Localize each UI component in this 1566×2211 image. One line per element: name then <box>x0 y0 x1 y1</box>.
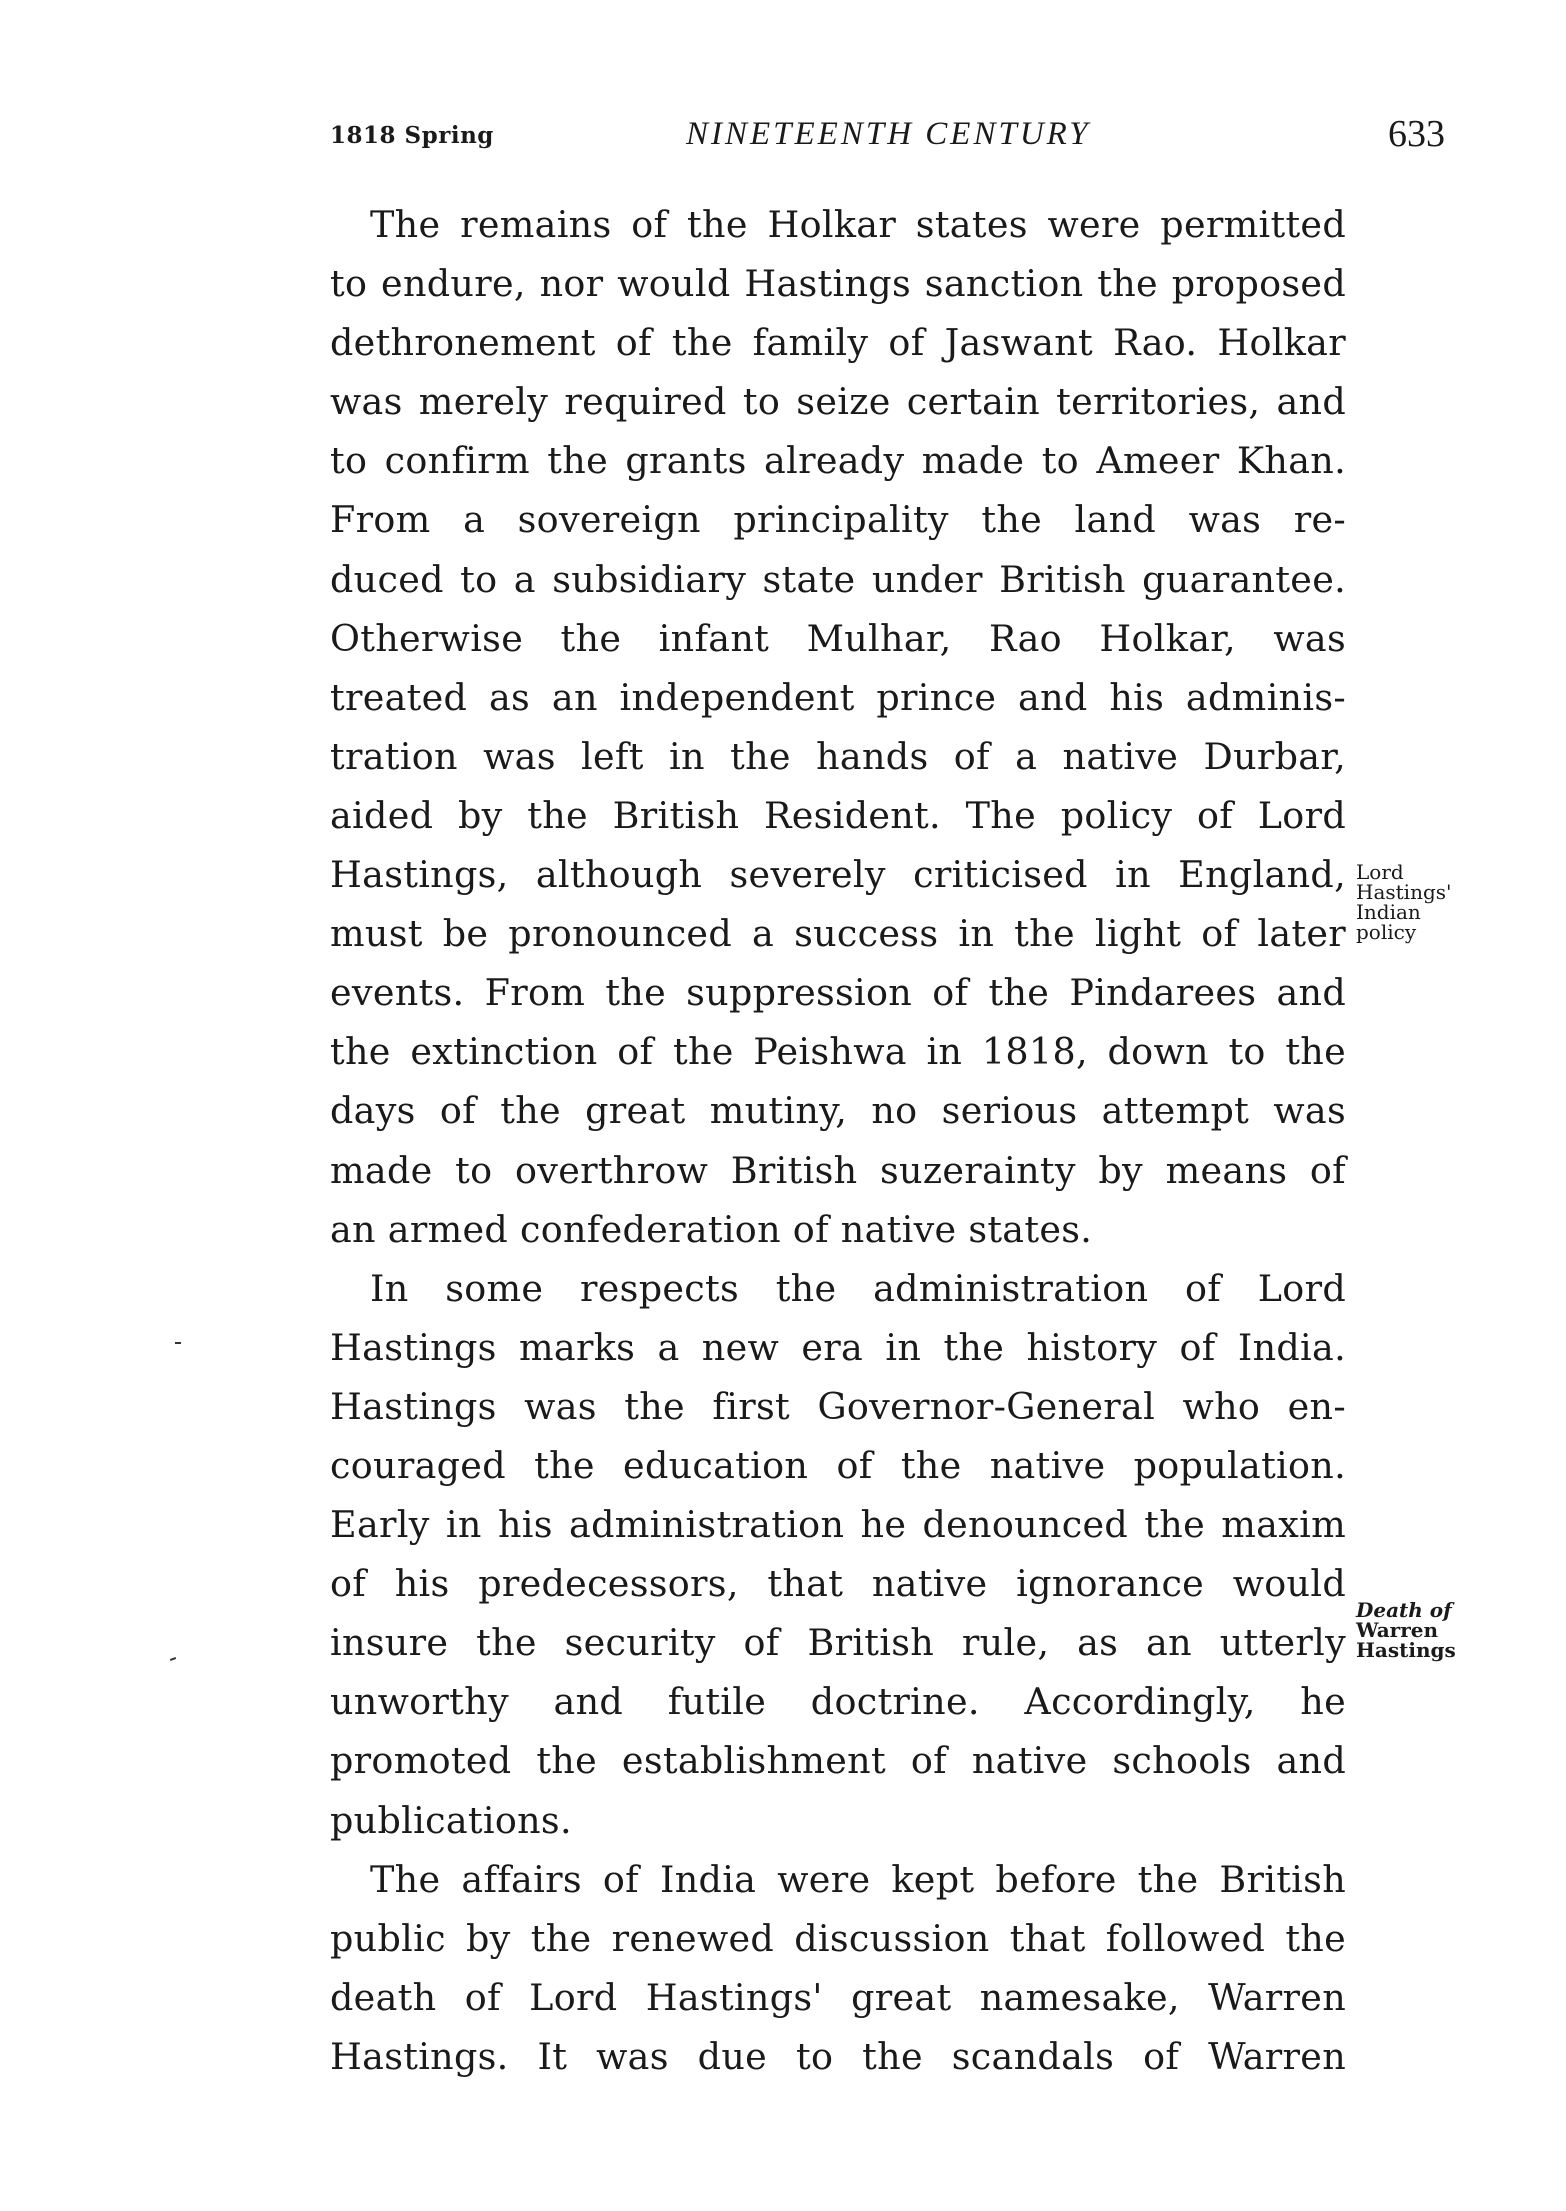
text-line: aided by the British Resident. The policy of Lord <box>330 793 1346 837</box>
text-line: The affairs of India were kept before the British <box>370 1857 1346 1901</box>
text-line: days of the great mutiny, no serious attempt was <box>330 1089 1346 1133</box>
text-line: of his predecessors, that native ignorance would <box>330 1562 1346 1606</box>
margin-note-hastings-policy <box>1356 862 1452 942</box>
text-line: public by the renewed discussion that followed the <box>330 1916 1346 1960</box>
text-line: From a sovereign principality the land was re- <box>330 498 1346 542</box>
text-line: publications. <box>330 1798 572 1842</box>
text-line: Hastings marks a new era in the history of India. <box>330 1325 1346 1369</box>
text-line: death of Lord Hastings' great namesake, Warren <box>330 1975 1346 2019</box>
scan-mark <box>175 1342 181 1344</box>
header-date: 1818 Spring <box>330 122 494 149</box>
margin-note-line: Warren <box>1356 1618 1439 1642</box>
text-line: promoted the establishment of native schools and <box>330 1739 1346 1783</box>
margin-note-death-of-warren-hastings <box>1356 1600 1456 1660</box>
page-number: 633 <box>1388 113 1445 155</box>
text-line: tration was left in the hands of a native Durbar, <box>330 734 1346 778</box>
text-line: to confirm the grants already made to Ameer Khan. <box>330 439 1346 483</box>
text-line: dethronement of the family of Jaswant Rao. Holkar <box>330 321 1346 365</box>
text-line: couraged the education of the native population. <box>330 1443 1346 1487</box>
margin-note-line: Indian <box>1356 900 1421 924</box>
text-line: was merely required to seize certain territories, and <box>330 380 1346 424</box>
text-line: made to overthrow British suzerainty by means of <box>330 1148 1346 1192</box>
text-line: treated as an independent prince and his adminis- <box>330 675 1346 719</box>
text-line: In some respects the administration of Lord <box>370 1266 1346 1310</box>
text-line: The remains of the Holkar states were permitted <box>370 203 1346 246</box>
text-line: events. From the suppression of the Pindarees and <box>330 971 1346 1015</box>
margin-note-line: Death of <box>1356 1598 1452 1622</box>
text-line: Early in his administration he denounced the maxim <box>330 1503 1346 1547</box>
text-line: Hastings, although severely criticised in England, <box>330 853 1346 897</box>
margin-note-line: policy <box>1356 920 1417 944</box>
margin-note-line: Hastings <box>1356 1638 1456 1662</box>
text-line: Hastings was the first Governor-General who en- <box>330 1384 1346 1428</box>
text-line: Hastings. It was due to the scandals of Warren <box>330 2034 1346 2078</box>
margin-note-line: Hastings' <box>1356 880 1452 904</box>
text-line: unworthy and futile doctrine. Accordingly, he <box>330 1680 1346 1724</box>
text-line: the extinction of the Peishwa in 1818, down to the <box>330 1030 1346 1074</box>
header-title: NINETEENTH CENTURY <box>686 116 1091 152</box>
text-line: duced to a subsidiary state under British guarantee. <box>330 557 1346 601</box>
text-line: insure the security of British rule, as an utterly <box>330 1621 1346 1665</box>
running-header <box>0 112 1566 162</box>
body-text <box>330 195 1346 2086</box>
text-line: an armed confederation of native states. <box>330 1207 1093 1251</box>
text-line: Otherwise the infant Mulhar, Rao Holkar, was <box>330 616 1346 660</box>
text-line: to endure, nor would Hastings sanction the proposed <box>330 262 1346 306</box>
text-line: must be pronounced a success in the light of later <box>330 912 1346 956</box>
scan-mark <box>170 1657 176 1661</box>
margin-note-line: Lord <box>1356 860 1404 884</box>
